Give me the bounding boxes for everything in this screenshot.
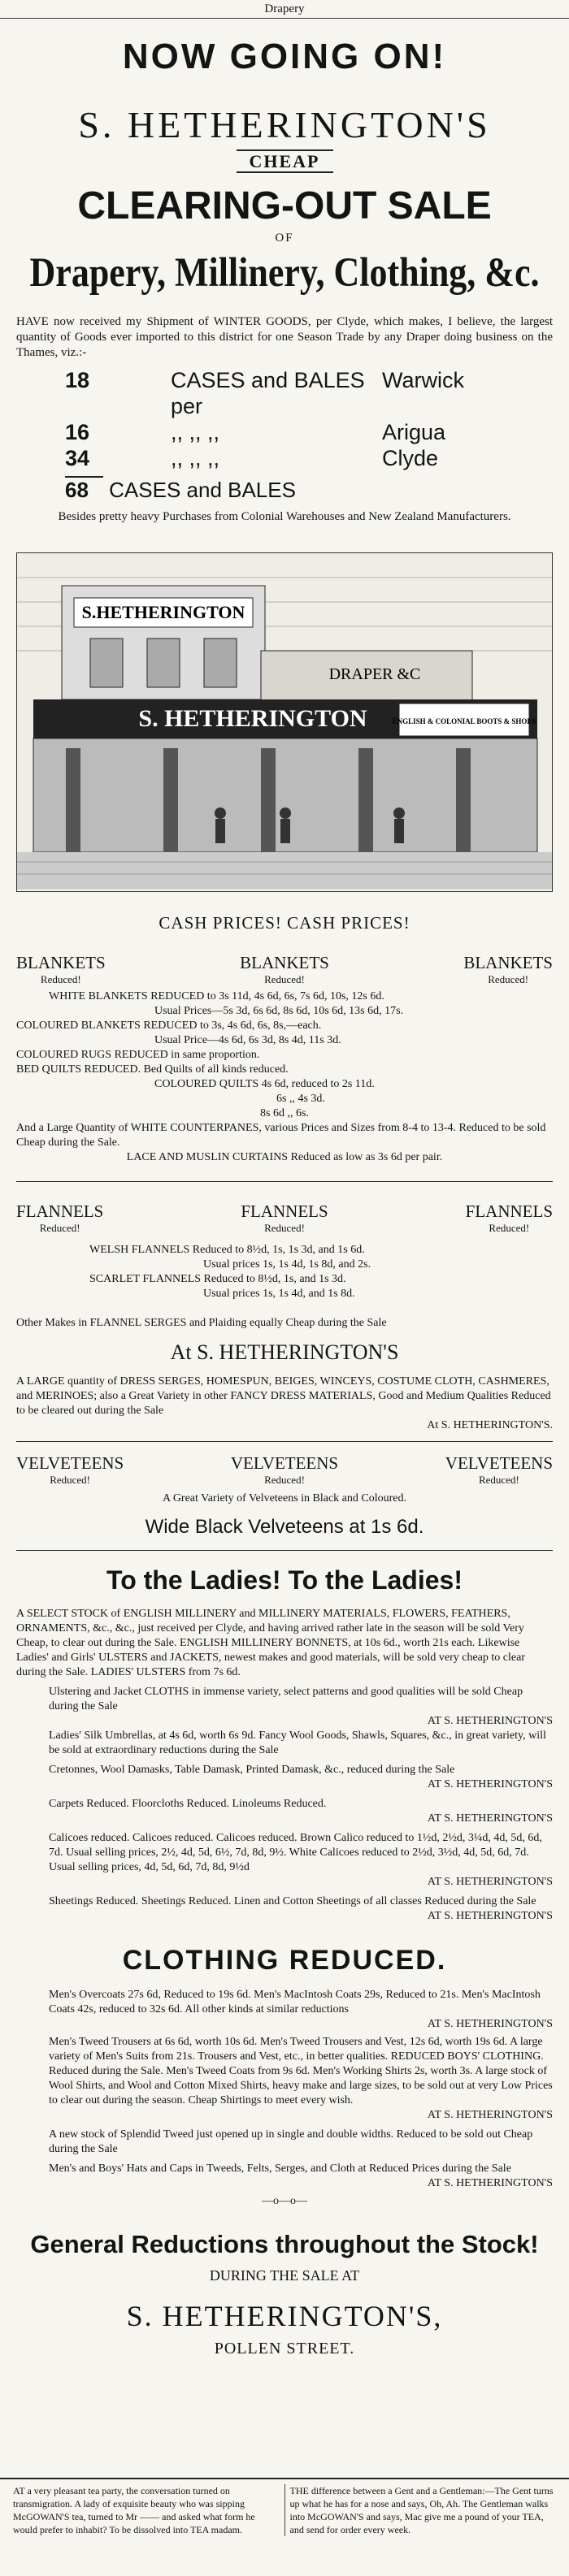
flannel-line: Usual prices 1s, 1s 4d, and 1s 8d.: [203, 1288, 355, 1300]
footer-right-column: THE difference between a Gent and a Gentleman:—The Gent turns up what he has for a nose and says, Oh, Ah. The Gentleman walks into McGOWAN'S and says, Mac give me a pound of your TEA, and send for order every week.: [289, 2485, 554, 2535]
blankets-heading: [16, 953, 106, 986]
serges-line: Other Makes in FLANNEL SERGES and Plaiding equally Cheap during the Sale: [16, 1317, 387, 1329]
shipment-count: 18: [65, 368, 90, 392]
ulster-line: Ulstering and Jacket CLOTHS in immense variety, select patterns and good qualities will be sold Cheap during the Sale: [49, 1686, 523, 1712]
at-s-label: AT S. HETHERINGTON'S: [427, 2018, 553, 2030]
ladies-section: [16, 1607, 553, 1924]
blanket-line: COLOURED RUGS REDUCED in same proportion.: [16, 1049, 260, 1061]
blankets-heading: [463, 953, 553, 986]
velveteens-heading: [16, 1453, 124, 1487]
blanket-line: Usual Prices—5s 3d, 6s 6d, 8s 6d, 10s 6d, 13s 6d, 17s.: [154, 1005, 404, 1017]
blanket-line: COLOURED BLANKETS REDUCED to 3s, 4s 6d, 6s, 8s,—each.: [16, 1020, 322, 1032]
calicoes-line: Calicoes reduced. Calicoes reduced. Calicoes reduced. Brown Calico reduced to 1½d, 2½d, 3¼d, 4d, 5d, 6d, 7d. Usual selling prices, 2½, 4d, 5d, 6½, 7d, 8d, 9½. White Calicoes reduced to 2½d, 3½d, 4d, 5d, 6d, 7d. Usual selling prices, 4d, 5d, 6d, 7d, 8d, 9½d: [49, 1832, 542, 1873]
blankets-heading: [240, 953, 329, 986]
reduced-label: Reduced!: [264, 1474, 305, 1486]
blankets-label: BLANKETS: [463, 953, 553, 972]
of-label: OF: [275, 232, 294, 245]
velveteen-line: A Great Variety of Velveteens in Black and Coloured.: [162, 1492, 406, 1504]
flannels-heading: [16, 1201, 103, 1235]
clothing-section: [16, 1988, 553, 2209]
divider: [16, 1441, 553, 1442]
intro-paragraph: HAVE now received my Shipment of WINTER GOODS, per Clyde, which makes, I believe, the largest quantity of Goods ever imported to this district for one Season Trade by any Draper doing business on the Thames, viz.:-: [16, 315, 553, 359]
besides-text: Besides pretty heavy Purchases from Colonial Warehouses and New Zealand Manufacturers.: [58, 510, 511, 523]
flannels-label: FLANNELS: [241, 1201, 328, 1221]
carpets-line: Carpets Reduced. Floorcloths Reduced. Linoleums Reduced.: [49, 1798, 327, 1810]
flannels-label: FLANNELS: [16, 1201, 104, 1221]
velveteens-label: VELVETEENS: [16, 1453, 124, 1473]
shipment-ship: Arigua: [382, 420, 446, 444]
reduced-label: Reduced!: [488, 973, 529, 985]
reduced-label: Reduced!: [478, 1474, 519, 1486]
shipment-desc: ,, ,, ,,: [171, 420, 220, 444]
shipment-desc: ,, ,, ,,: [171, 446, 220, 470]
blanket-line: 6s ,, 4s 3d.: [276, 1093, 325, 1105]
blankets-heading-row: [16, 953, 553, 986]
blanket-line: WHITE BLANKETS REDUCED to 3s 11d, 4s 6d, 6s, 7s 6d, 10s, 12s 6d.: [49, 990, 384, 1002]
reduced-label: Reduced!: [39, 1222, 80, 1234]
shipment-row: [16, 367, 553, 419]
at-s-label: AT S. HETHERINGTON'S: [427, 1778, 553, 1790]
shipment-ship: Warwick: [382, 368, 464, 392]
at-s-label: AT S. HETHERINGTON'S: [427, 2177, 553, 2189]
shipment-row: [16, 419, 553, 445]
at-s-label: AT S. HETHERINGTON'S: [427, 1715, 553, 1727]
divider: [16, 1181, 553, 1182]
shop-illustration: [16, 552, 553, 892]
wide-velveteens: Wide Black Velveteens at 1s 6d.: [145, 1516, 424, 1538]
velveteens-label: VELVETEENS: [230, 1453, 339, 1473]
silk-line: Ladies' Silk Umbrellas, at 4s 6d, worth 6s 9d. Fancy Wool Goods, Shawls, Squares, &c., in great variety, will be sold at extraordinary reductions during the Sale: [49, 1730, 546, 1756]
shipment-ship: Clyde: [382, 446, 439, 470]
total-count: 68: [65, 476, 103, 502]
reduced-label: Reduced!: [264, 1222, 305, 1234]
blankets-list: [16, 989, 553, 1165]
reduced-label: Reduced!: [264, 973, 305, 985]
blankets-label: BLANKETS: [16, 953, 106, 972]
shipment-desc: CASES and BALES per: [171, 368, 365, 418]
shop-engraving: [17, 553, 552, 890]
reduced-label: Reduced!: [489, 1222, 530, 1234]
cheap-label: [16, 151, 553, 172]
flannels-label: FLANNELS: [465, 1201, 553, 1221]
at-s-label: AT S. HETHERINGTON'S: [427, 2109, 553, 2121]
divider: [16, 1550, 553, 1551]
blanket-line: Usual Price—4s 6d, 6s 3d, 8s 4d, 11s 3d.: [154, 1034, 341, 1046]
velveteens-heading-row: [16, 1453, 553, 1487]
ladies-paragraph: A SELECT STOCK of ENGLISH MILLINERY and MILLINERY MATERIALS, FLOWERS, FEATHERS, ORNAMENTS, &c., &c., just received per Clyde, and having arrived rather late in the season will be sold Very Cheap, to clear out during the Sale. ENGLISH MILLINERY BONNETS, at 10s 6d., worth 21s each. Likewise Ladies' and Girls' ULSTERS and JACKETS, newest makes and good materials, will be sold very cheap to clear during the Sale. LADIES' ULSTERS from 7s 6d.: [16, 1608, 525, 1678]
blanket-line: 8s 6d ,, 6s.: [260, 1107, 309, 1119]
shop-sign-draper: DRAPER &C: [328, 665, 421, 683]
sheetings-line: Sheetings Reduced. Sheetings Reduced. Linen and Cotton Sheetings of all classes Reduced during the Sale: [49, 1895, 536, 1907]
splendid-line: A new stock of Splendid Tweed just opened up in single and double widths. Reduced to be sold out Cheap during the Sale: [49, 2128, 533, 2155]
at-hetherington: At S. HETHERINGTON'S: [170, 1340, 399, 1364]
blanket-line: And a Large Quantity of WHITE COUNTERPANES, various Prices and Sizes from 8-4 to 13-4. Reduced to be sold Cheap during the Sale.: [16, 1122, 546, 1149]
shipment-count: 34: [65, 446, 90, 470]
goods-heading: Drapery, Millinery, Clothing, &c.: [29, 249, 540, 296]
cretonne-line: Cretonnes, Wool Damasks, Table Damask, Printed Damask, &c., reduced during the Sale: [49, 1764, 455, 1776]
flannel-line: Usual prices 1s, 1s 4d, 1s 8d, and 2s.: [203, 1258, 371, 1271]
at-s-label: AT S. HETHERINGTON'S: [427, 1812, 553, 1825]
flannels-heading: [241, 1201, 328, 1235]
blanket-line: LACE AND MUSLIN CURTAINS Reduced as low as 3s 6d per pair.: [126, 1151, 443, 1163]
advertiser-name: S. HETHERINGTON'S: [78, 104, 491, 145]
blanket-line: COLOURED QUILTS 4s 6d, reduced to 2s 11d.: [154, 1078, 375, 1090]
cash-prices-heading: CASH PRICES! CASH PRICES!: [159, 913, 410, 933]
velveteens-heading: [445, 1453, 553, 1487]
footer-left-column: AT a very pleasant tea party, the conversation turned on transmigration. A lady of exquisite beauty who was sipping McGOWAN'S tea, turned to Mr —— and asked what form he would prefer to inhabit? To be dissolved into TEA madam.: [8, 2484, 285, 2536]
hats-line: Men's and Boys' Hats and Caps in Tweeds, Felts, Serges, and Cloth at Reduced Prices during the Sale: [49, 2163, 511, 2175]
flannel-line: WELSH FLANNELS Reduced to 8½d, 1s, 1s 3d, and 1s 6d.: [89, 1244, 365, 1256]
shipments-list: [16, 367, 553, 471]
total-desc: CASES and BALES: [109, 478, 296, 502]
clearing-out-sale-heading: CLEARING-OUT SALE: [77, 184, 492, 227]
now-going-on-heading: NOW GOING ON!: [122, 37, 447, 76]
at-name-short: At S. HETHERINGTON'S.: [427, 1419, 553, 1431]
cheap-text: CHEAP: [237, 149, 333, 173]
velveteens-heading: [231, 1453, 338, 1487]
dress-text: A LARGE quantity of DRESS SERGES, HOMESPUN, BEIGES, WINCEYS, COSTUME CLOTH, CASHMERES, and MERINOES; also a Great Variety in other FANCY DRESS MATERIALS, Good and Medium Qualities Reduced to be cleared out during the Sale: [16, 1375, 551, 1417]
flannel-line: SCARLET FLANNELS Reduced to 8½d, 1s, and 1s 3d.: [89, 1273, 346, 1285]
blankets-label: BLANKETS: [240, 953, 329, 972]
reduced-label: Reduced!: [50, 1474, 91, 1486]
clothing-heading: CLOTHING REDUCED.: [122, 1945, 447, 1976]
ornament-divider: —o—o—: [262, 2195, 307, 2207]
shipment-total: [16, 478, 553, 503]
shop-sign-boots: ENGLISH & COLONIAL BOOTS & SHOES: [392, 717, 536, 725]
shop-sign-main: S. HETHERINGTON: [138, 705, 367, 732]
ladies-heading: To the Ladies! To the Ladies!: [106, 1565, 463, 1595]
section-header: Drapery: [0, 0, 569, 19]
general-reductions-heading: General Reductions throughout the Stock!: [30, 2230, 539, 2258]
flannels-heading: [466, 1201, 553, 1235]
clothing-paragraph: Men's Overcoats 27s 6d, Reduced to 19s 6d. Men's MacIntosh Coats 29s, Reduced to 21s. Men's MacIntosh Coats 42s, reduced to 32s 6d. All other kinds at similar reductions: [49, 1989, 541, 2015]
flannels-list: [16, 1243, 553, 1331]
shipment-count: 16: [65, 420, 90, 444]
final-advertiser-name: S. HETHERINGTON'S,: [126, 2300, 443, 2332]
at-s-label: AT S. HETHERINGTON'S: [427, 1876, 553, 1888]
tweed-paragraph: Men's Tweed Trousers at 6s 6d, worth 10s 6d. Men's Tweed Trousers and Vest, 12s 6d, worth 19s 6d. A large variety of Men's Suits from 21s. Trousers and Vest, etc., in better qualities. REDUCED BOYS' CLOTHING. Reduced during the Sale. Men's Tweed Coats from 9s 6d. Men's Working Shirts 2s, worth 3s. A large stock of Wool Shirts, and Wool and Cotton Mixed Shirts, heavy make and large sizes, to be sold out at very Low Prices to clear out during the season. Cheap Shirtings to meet every wish.: [49, 2036, 553, 2106]
footer-columns: [0, 2478, 569, 2536]
shipment-row: [16, 445, 553, 471]
reduced-label: Reduced!: [40, 973, 81, 985]
shop-sign-top: S.HETHERINGTON: [81, 602, 245, 622]
velveteens-label: VELVETEENS: [445, 1453, 553, 1473]
blanket-line: BED QUILTS REDUCED. Bed Quilts of all kinds reduced.: [16, 1063, 289, 1076]
pollen-street: POLLEN STREET.: [214, 2340, 355, 2357]
dress-paragraph: [16, 1375, 553, 1433]
during-sale-text: DURING THE SALE AT: [209, 2267, 360, 2284]
at-s-label: AT S. HETHERINGTON'S: [427, 1910, 553, 1922]
flannels-heading-row: [16, 1201, 553, 1235]
